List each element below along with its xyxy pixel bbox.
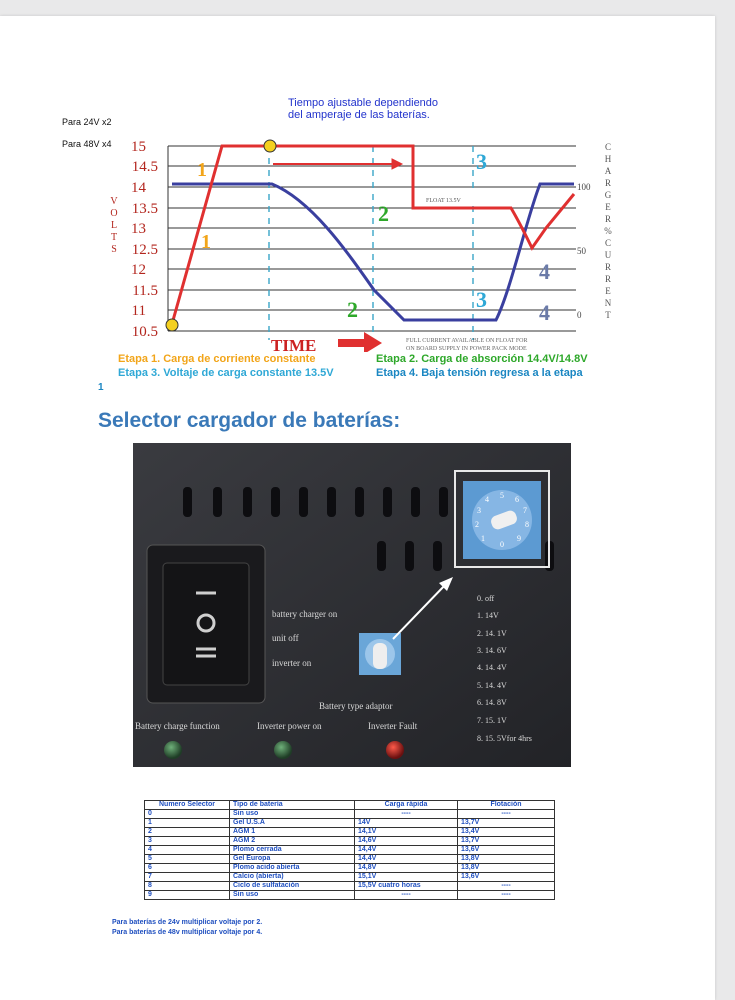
setting-item: 1. 14V — [477, 611, 499, 620]
setting-item: 4. 14. 4V — [477, 663, 507, 672]
table-row — [145, 810, 555, 819]
note-24v: Para 24V x2 — [62, 117, 112, 127]
led-charge-function-icon — [164, 741, 182, 759]
table-cell: 1 — [145, 819, 230, 828]
dial-digit: 2 — [475, 520, 479, 529]
footnote-48v: Para baterías de 48v multiplicar voltaje por 4. — [112, 929, 263, 936]
table-cell: Sin uso — [230, 810, 355, 819]
current-title-letter: R — [604, 274, 612, 284]
adaptor-label: Battery type adaptor — [319, 701, 393, 711]
bottom-note-2: ON BOARD SUPPLY IN POWER PACK MODE — [406, 346, 527, 352]
table-row — [145, 882, 555, 891]
y-tick: 13.5 — [131, 201, 158, 217]
stage-2-mark: 2 — [378, 201, 389, 226]
switch-label-charger-on: battery charger on — [272, 609, 338, 619]
table-cell: 3 — [145, 837, 230, 846]
footnote-24v: Para baterías de 24v multiplicar voltaje por 2. — [112, 919, 263, 926]
current-curve — [172, 184, 574, 320]
led-inverter-power-icon — [274, 741, 292, 759]
table-cell: 13,8V — [458, 855, 555, 864]
table-cell: AGM 2 — [230, 837, 355, 846]
setting-item: 3. 14. 6V — [477, 646, 507, 655]
table-cell: 13,4V — [458, 828, 555, 837]
dial-digit: 3 — [477, 506, 481, 515]
table-row — [145, 828, 555, 837]
selector-table — [144, 800, 555, 900]
dial-digit: 8 — [525, 520, 529, 529]
current-title-letter: E — [605, 202, 611, 212]
volts-title-letter: T — [110, 232, 118, 243]
time-arrow-icon — [338, 332, 382, 352]
y-tick: 15 — [131, 139, 146, 155]
current-title-letter: N — [604, 298, 612, 308]
table-row — [145, 891, 555, 900]
stage-2-mark: 2 — [347, 297, 358, 322]
table-row — [145, 855, 555, 864]
dial-digit: 6 — [515, 495, 519, 504]
section-heading: Selector cargador de baterías: — [98, 409, 401, 432]
table-cell: ---- — [458, 810, 555, 819]
table-cell: Calcio (abierta) — [230, 873, 355, 882]
table-cell: 15,5V cuatro horas — [355, 882, 458, 891]
table-cell: Plomo cerrada — [230, 846, 355, 855]
setting-item: 6. 14. 8V — [477, 698, 507, 707]
dial-digit: 0 — [500, 540, 504, 549]
table-cell: Plomo acido abierta — [230, 864, 355, 873]
table-cell: 15,1V — [355, 873, 458, 882]
legend-etapa-2: Etapa 2. Carga de absorción 14.4V/14.8V — [376, 353, 588, 365]
bottom-note-1: FULL CURRENT AVAILABLE ON FLOAT FOR — [406, 338, 528, 344]
current-title-letter: T — [605, 310, 611, 320]
float-label: FLOAT 13.5V — [426, 198, 461, 204]
stage-4-mark: 4 — [539, 300, 550, 325]
dial-digit: 9 — [517, 534, 521, 543]
chart-grid — [168, 146, 576, 331]
current-title-letter: R — [604, 178, 612, 188]
stage-3-mark: 3 — [476, 287, 487, 312]
table-cell: 0 — [145, 810, 230, 819]
table-row — [145, 837, 555, 846]
table-header: Numero Selector — [145, 801, 230, 810]
table-header: Carga rápida — [355, 801, 458, 810]
rocker-switch[interactable] — [163, 563, 249, 685]
start-marker-icon — [264, 140, 276, 152]
table-cell: 14,4V — [355, 846, 458, 855]
legend-etapa-3: Etapa 3. Voltaje de carga constante 13.5V — [118, 367, 334, 379]
indicator-label-fault: Inverter Fault — [368, 721, 418, 731]
right-tick: 0 — [577, 310, 582, 320]
table-cell: 5 — [145, 855, 230, 864]
table-cell: Gel U.S.A — [230, 819, 355, 828]
current-title-letter: G — [604, 190, 612, 200]
table-header: Tipo de batería — [230, 801, 355, 810]
table-row — [145, 819, 555, 828]
table-cell: Sin uso — [230, 891, 355, 900]
y-tick: 14 — [131, 180, 146, 196]
dial-digit: 7 — [523, 506, 527, 515]
stage-1-mark: 1 — [197, 159, 207, 181]
setting-item: 0. off — [477, 594, 495, 603]
control-panel-illustration — [133, 443, 571, 767]
table-cell: Gel Europa — [230, 855, 355, 864]
stage-separators — [269, 146, 473, 340]
table-cell: 13,7V — [458, 819, 555, 828]
chart-annotation — [288, 97, 438, 121]
table-header-row — [145, 801, 555, 810]
current-title-letter: E — [605, 286, 611, 296]
legend-etapa-1: Etapa 1. Carga de corriente constante — [118, 353, 316, 365]
table-row — [145, 846, 555, 855]
dial-digit: 4 — [485, 495, 489, 504]
x-axis-label: TIME — [271, 336, 317, 352]
switch-label-inverter-on: inverter on — [272, 658, 312, 668]
current-title-letter: A — [604, 166, 612, 176]
volts-title-letter: L — [110, 220, 118, 231]
table-cell: 13,6V — [458, 873, 555, 882]
table-cell: 13,8V — [458, 864, 555, 873]
legend-etapa-4: Etapa 4. Baja tensión regresa a la etapa — [376, 367, 583, 379]
switch-label-unit-off: unit off — [272, 633, 299, 643]
stage-3-mark: 3 — [476, 149, 487, 174]
table-cell: 8 — [145, 882, 230, 891]
y-tick: 10.5 — [131, 324, 158, 340]
table-cell: ---- — [355, 891, 458, 900]
table-cell: 7 — [145, 873, 230, 882]
table-cell: 13,6V — [458, 846, 555, 855]
table-cell: ---- — [458, 891, 555, 900]
time-adjust-arrow-icon — [273, 159, 402, 169]
current-title-letter: % — [604, 226, 612, 236]
control-panel-photo — [133, 443, 571, 767]
current-title-letter: U — [604, 250, 612, 260]
indicator-label-inverter: Inverter power on — [257, 721, 322, 731]
table-cell: 4 — [145, 846, 230, 855]
table-cell: 2 — [145, 828, 230, 837]
note-48v: Para 48V x4 — [62, 139, 112, 149]
table-cell: Ciclo de sulfatación — [230, 882, 355, 891]
y-tick: 13 — [131, 221, 146, 237]
dial-digit: 5 — [500, 491, 504, 500]
origin-marker-icon — [166, 319, 178, 331]
indicator-label-charge: Battery charge function — [135, 721, 220, 731]
chart-annotation-line2: del amperaje de las baterías. — [288, 109, 430, 121]
current-title-letter: C — [604, 142, 612, 152]
legend-etapa-4-continued: 1 — [98, 382, 104, 393]
stage-1-mark: 1 — [201, 231, 211, 253]
stage-4-mark: 4 — [539, 259, 550, 284]
table-cell: 6 — [145, 864, 230, 873]
y-tick: 11.5 — [132, 283, 158, 299]
table-row — [145, 873, 555, 882]
current-title-letter: C — [604, 238, 612, 248]
table-cell: AGM 1 — [230, 828, 355, 837]
y-tick: 12.5 — [131, 242, 158, 258]
table-cell: 13,7V — [458, 837, 555, 846]
volts-title-letter: S — [111, 244, 117, 255]
setting-item: 2. 14. 1V — [477, 629, 507, 638]
led-inverter-fault-icon — [386, 741, 404, 759]
right-tick: 100 — [577, 182, 591, 192]
table-cell: 14V — [355, 819, 458, 828]
current-title-letter: R — [604, 262, 612, 272]
volts-title-letter: O — [110, 208, 118, 219]
setting-item: 8. 15. 5Vfor 4hrs — [477, 734, 532, 743]
chart-annotation-line1: Tiempo ajustable dependiendo — [288, 97, 439, 109]
volts-title-letter: V — [110, 196, 118, 207]
table-cell: 14,1V — [355, 828, 458, 837]
right-tick: 50 — [577, 246, 586, 256]
table-cell: 9 — [145, 891, 230, 900]
charging-curve-chart — [106, 120, 616, 352]
current-title-letter: R — [604, 214, 612, 224]
table-cell: 14,6V — [355, 837, 458, 846]
dial-digit: 1 — [481, 534, 485, 543]
y-tick: 12 — [131, 262, 146, 278]
setting-item: 5. 14. 4V — [477, 681, 507, 690]
setting-item: 7. 15. 1V — [477, 716, 507, 725]
y-tick: 14.5 — [131, 159, 158, 175]
table-header: Flotación — [458, 801, 555, 810]
table-cell: 14,8V — [355, 864, 458, 873]
table-cell: ---- — [355, 810, 458, 819]
table-row — [145, 864, 555, 873]
current-title-letter: H — [604, 154, 612, 164]
table-cell: ---- — [458, 882, 555, 891]
y-tick: 11 — [131, 303, 146, 319]
table-cell: 14,4V — [355, 855, 458, 864]
